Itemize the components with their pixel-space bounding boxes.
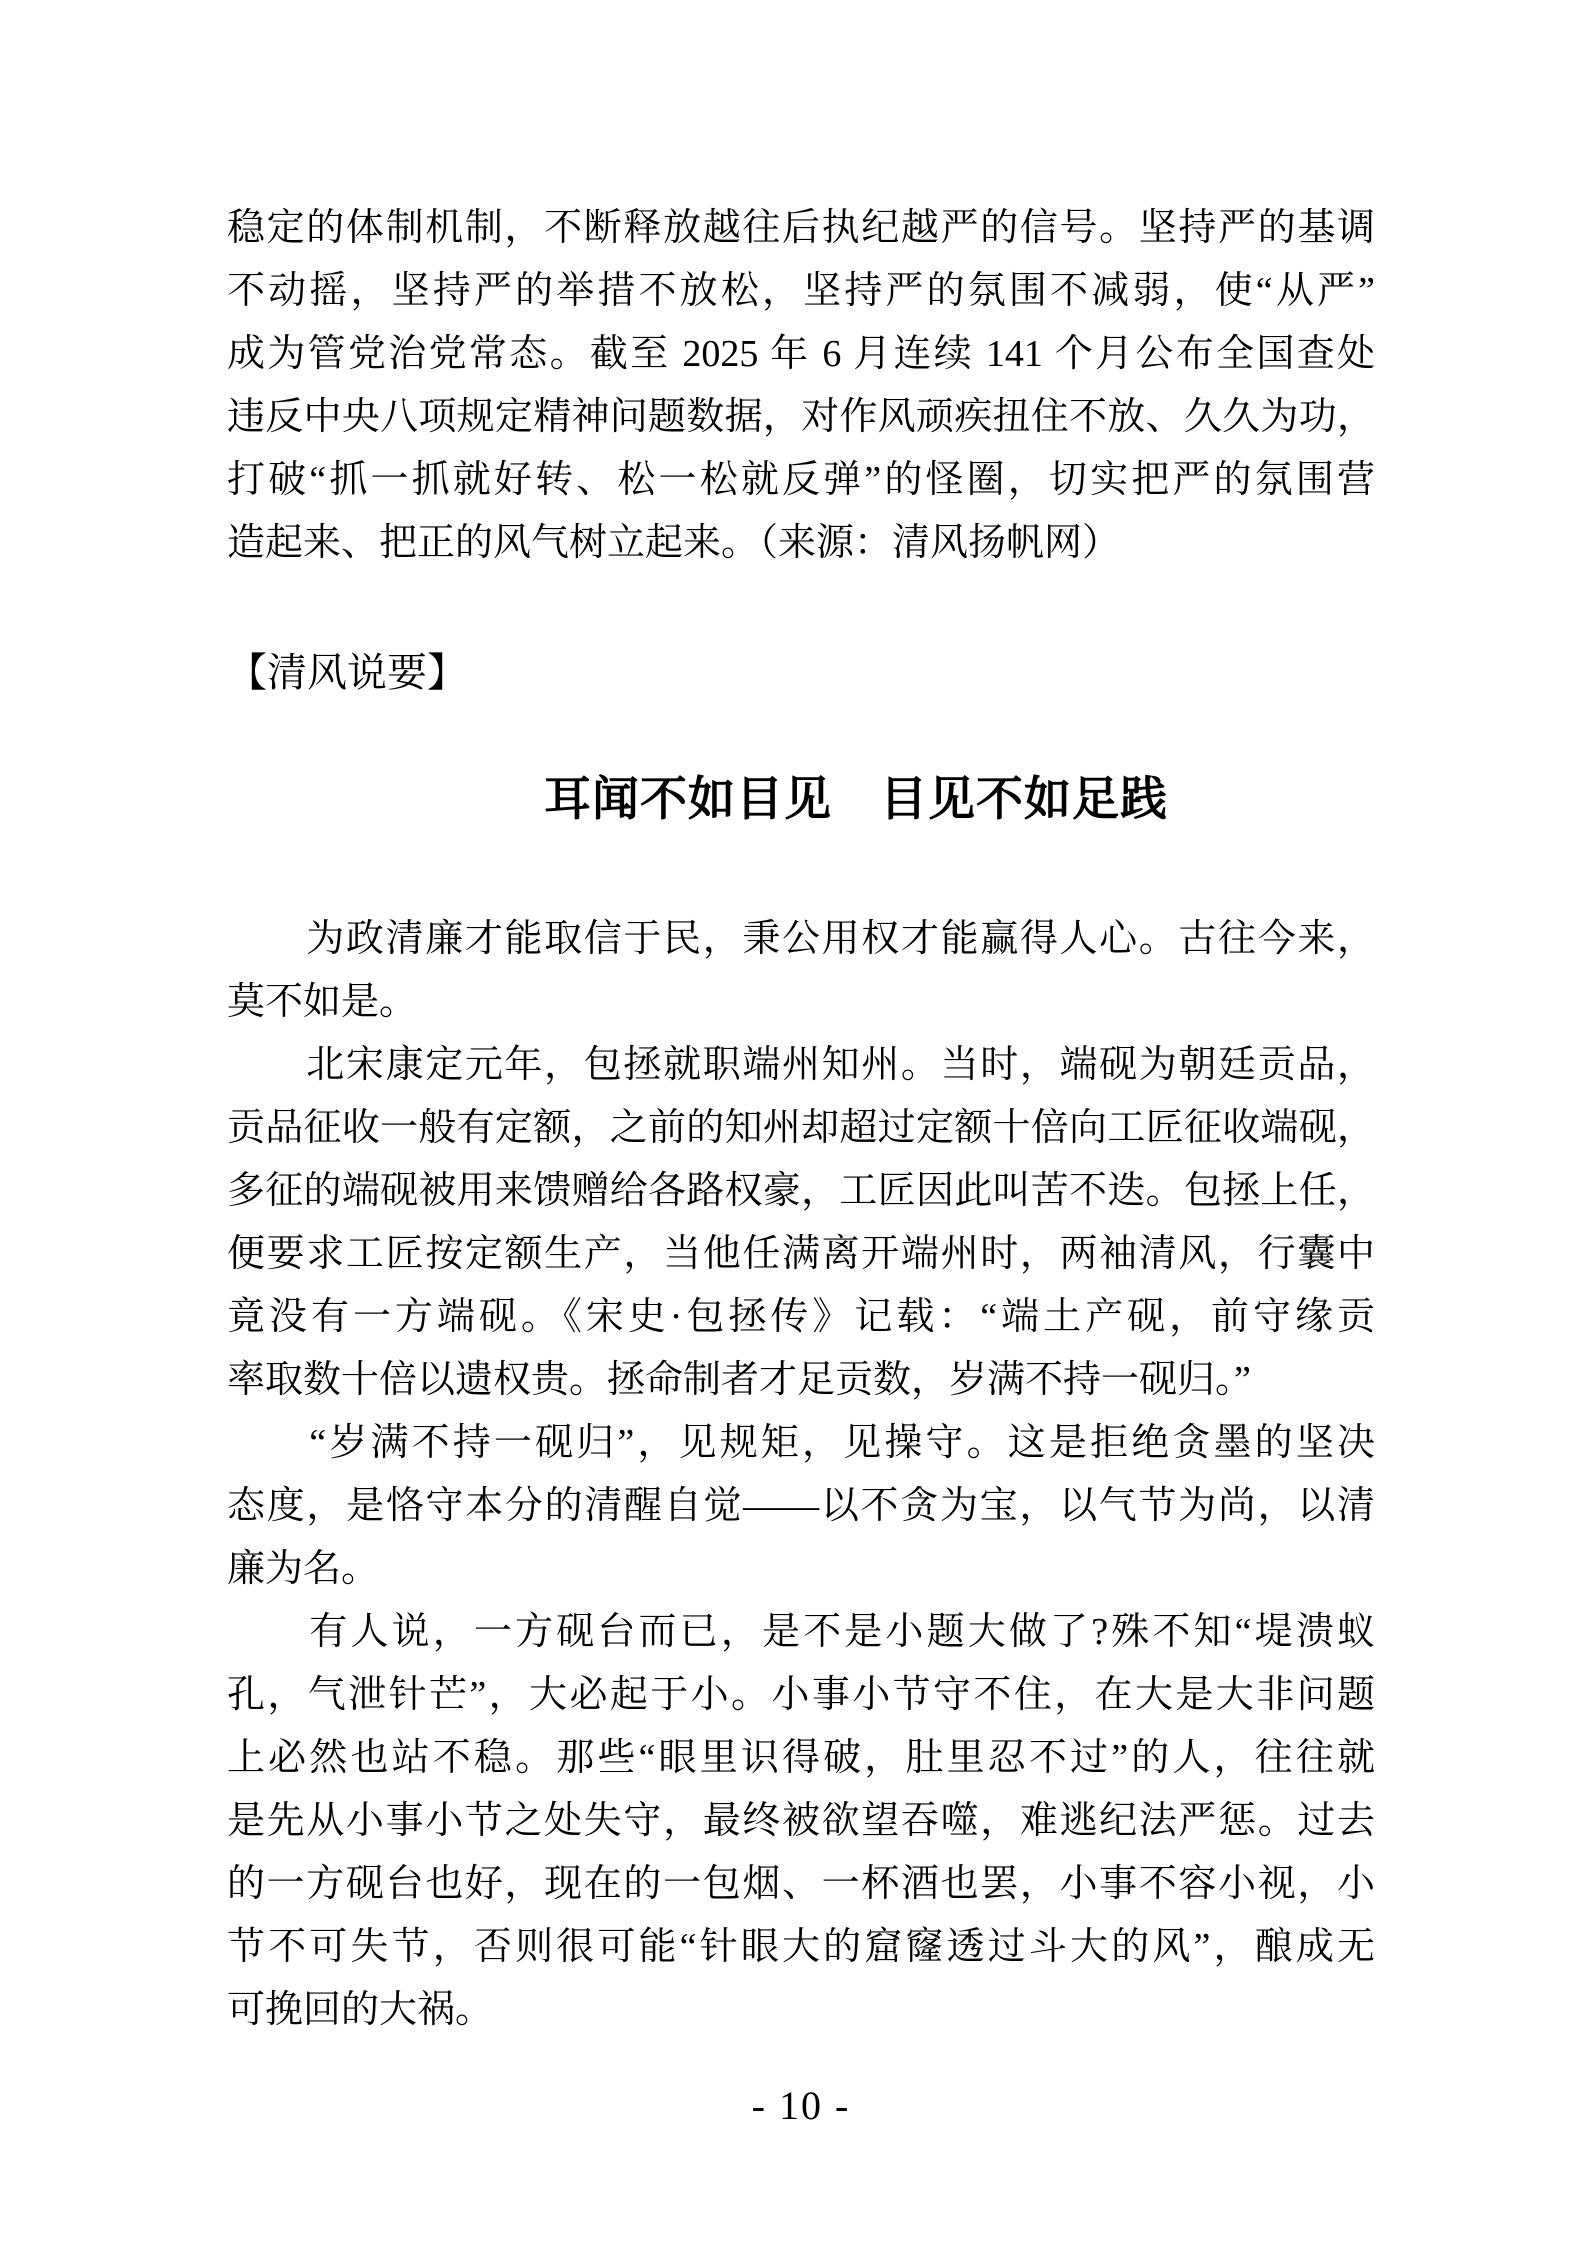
- body-paragraph: [227, 1601, 1375, 2042]
- text-line: 稳定的体制机制，不断释放越往后执纪越严的信号。坚持严的基调: [227, 207, 1375, 249]
- body-paragraph: [227, 1034, 1375, 1412]
- text-line: 北宋康定元年，包拯就职端州知州。当时，端砚为朝廷贡品，: [227, 1044, 1375, 1086]
- text-line: 竟没有一方端砚。《宋史·包拯传》记载：“端土产砚，前守缘贡: [227, 1296, 1375, 1338]
- text-line: 造起来、把正的风气树立起来。（来源：清风扬帆网）: [227, 522, 1121, 564]
- article-body: [227, 908, 1375, 2042]
- text-line: 多征的端砚被用来馈赠给各路权豪，工匠因此叫苦不迭。包拯上任，: [227, 1170, 1375, 1212]
- text-line: 有人说，一方砚台而已，是不是小题大做了?殊不知“堤溃蚁: [227, 1611, 1375, 1653]
- page-content: [227, 197, 1375, 2136]
- page-number: - 10 -: [751, 2083, 851, 2128]
- text-line: 为政清廉才能取信于民，秉公用权才能赢得人心。古往今来，: [227, 918, 1375, 960]
- text-line: 违反中央八项规定精神问题数据，对作风顽疾扭住不放、久久为功，: [227, 396, 1375, 438]
- text-line: 是先从小事小节之处失守，最终被欲望吞噬，难逃纪法严惩。过去: [227, 1800, 1375, 1842]
- text-line: 节不可失节，否则很可能“针眼大的窟窿透过斗大的风”，酿成无: [227, 1926, 1375, 1968]
- body-paragraph: [227, 1412, 1375, 1601]
- text-line: 廉为名。: [227, 1548, 380, 1590]
- text-line: 便要求工匠按定额生产，当他任满离开端州时，两袖清风，行囊中: [227, 1233, 1375, 1275]
- text-line: 莫不如是。: [227, 981, 418, 1023]
- body-paragraph: [227, 908, 1375, 1034]
- text-line: 打破“抓一抓就好转、松一松就反弹”的怪圈，切实把严的氛围营: [227, 459, 1375, 501]
- text-line: 态度，是恪守本分的清醒自觉——以不贪为宝，以气节为尚，以清: [227, 1485, 1375, 1527]
- text-line: 成为管党治党常态。截至 2025 年 6 月连续 141 个月公布全国查处: [227, 333, 1375, 375]
- text-line: 贡品征收一般有定额，之前的知州却超过定额十倍向工匠征收端砚，: [227, 1107, 1375, 1149]
- text-line: 率取数十倍以遗权贵。拯命制者才足贡数，岁满不持一砚归。”: [227, 1359, 1251, 1401]
- text-line: 的一方砚台也好，现在的一包烟、一杯酒也罢，小事不容小视，小: [227, 1863, 1375, 1905]
- article-title: 耳闻不如目见 目见不如足践: [544, 774, 1168, 826]
- continued-paragraph: [227, 197, 1375, 575]
- text-line: “岁满不持一砚归”，见规矩，见操守。这是拒绝贪墨的坚决: [227, 1422, 1375, 1464]
- text-line: 可挽回的大祸。: [227, 1989, 494, 2031]
- text-line: 上必然也站不稳。那些“眼里识得破，肚里忍不过”的人，往往就: [227, 1737, 1375, 1779]
- section-header: 【清风说要】: [227, 650, 467, 695]
- text-line: 孔，气泄针芒”，大必起于小。小事小节守不住，在大是大非问题: [227, 1674, 1375, 1716]
- text-line: 不动摇，坚持严的举措不放松，坚持严的氛围不减弱，使“从严”: [227, 270, 1375, 312]
